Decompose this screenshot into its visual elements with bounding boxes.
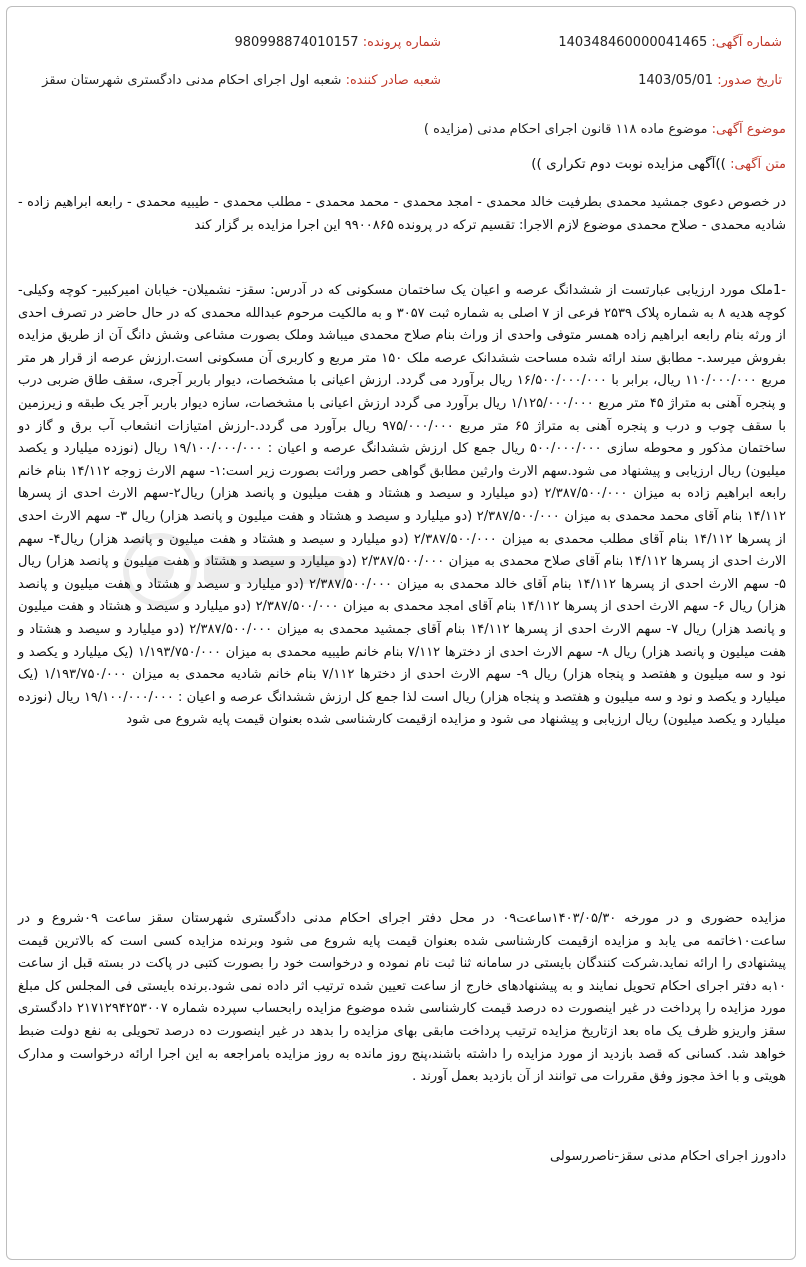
case-number-value: 980998874010157 bbox=[234, 35, 359, 50]
topic-value: موضوع ماده ۱۱۸ قانون اجرای احکام مدنی (مزایده ) bbox=[423, 122, 708, 137]
issue-date-field bbox=[638, 72, 782, 90]
issuer-field bbox=[42, 72, 441, 90]
ad-number-field bbox=[558, 34, 782, 52]
auction-terms-paragraph: مزایده حضوری و در مورخه ۱۴۰۳/۰۵/۳۰ساعت۰۹ در محل دفتر اجرای احکام مدنی دادگستری شهرستان سقز ساعت ۰۹شروع و در ساعت۱۰خاتمه می یابد و مزایده ازقیمت کارشناسی شده بعنوان قیمت پایه شروع می شود وبرنده مزایده کسی است که بالاترین قیمت پیشنهادی را ارائه نماید.شرکت کنندگان بایستی در سامانه ثنا ثبت نام نموده و درخواست خود را بصورت کتبی در پاکت در بسته قبل از ساعت ۱۰به دفتر اجرای احکام تحویل نمایند و به پیشنهادهای خارج از ساعت تعیین شده ترتیب اثر داده نمی شود.برنده بایستی فی المجلس کل مبلغ مورد مزایده را پرداخت در غیر اینصورت ده درصد قیمت کارشناسی شده موضوع مزایده رابحساب سپرده شماره ۲۱۷۱۲۹۴۲۵۳۰۰۷ دادگستری سقز واریزو ظرف یک ماه بعد ازتاریخ مزایده ترتیب پرداخت مابقی بهای مزایده را بدهد در غیر اینصورت ده درصد تحویلی به نفع دولت ضبط خواهد شد. کسانی که قصد بازدید از مورد مزایده را داشته باشند،پنج روز مانده به روز مزایده بامراجعه به این اجرا ارائه درخواست و مدارک هویتی و با اخذ مجوز وفق مقررات می توانند از آن بازدید بعمل آورند . bbox=[18, 911, 787, 1085]
topic-label: موضوع آگهی: bbox=[711, 122, 786, 137]
case-number-field bbox=[234, 34, 441, 52]
ad-number-label: شماره آگهی: bbox=[711, 35, 782, 50]
case-number-label: شماره پرونده: bbox=[362, 35, 441, 50]
issuer-label: شعبه صادر کننده: bbox=[345, 73, 441, 88]
text-label-row bbox=[531, 154, 786, 175]
issue-date-label: تاریخ صدور: bbox=[717, 73, 782, 88]
intro-paragraph: در خصوص دعوی جمشید محمدی بطرفیت خالد محمدی - امجد محمدی - محمد محمدی - مطلب محمدی - طیبیه محمدی - رابعه ابراهیم زاده - شادیه محمدی - صلاح محمدی موضوع لازم الاجرا: تقسیم ترکه در پرونده ۹۹۰۰۸۶۵ این اجرا مزایده بر گزار کند bbox=[18, 195, 786, 233]
announcement-title: ))آگهی مزایده نوبت دوم تکراری )) bbox=[531, 156, 726, 172]
text-label: متن آگهی: bbox=[730, 157, 786, 172]
issue-date-value: 1403/05/01 bbox=[638, 73, 714, 88]
issuer-value: شعبه اول اجرای احکام مدنی دادگستری شهرستان سقز bbox=[42, 73, 342, 88]
signature-line: دادورز اجرای احکام مدنی سقز-ناصررسولی bbox=[549, 1149, 786, 1164]
property-details-paragraph: -1ملک مورد ارزیابی عبارتست از ششدانگ عرصه و اعیان یک ساختمان مسکونی که در آدرس: سقز- نشمیلان- خیابان امیرکبیر- کوچه وکیلی- کوچه هدیه ۸ به شماره پلاک ۲۵۳۹ فرعی از ۷ اصلی به شماره ثبت ۳۰۵۷ و به مالکیت مرحوم عبدالله محمدی که در حال حاضر در تصرف احدی از ورثه بنام رابعه ابراهیم زاده همسر متوفی واحدی از وراث بنام صلاح محمدی میباشد وملک بصورت مشاعی وشش دانگ آن از طریق مزایده بفروش میرسد.- مطابق سند ارائه شده مساحت ششدانک عرصه ملک ۱۵۰ متر مربع و کاربری آن مسکونی است.ارزش عرصه از قرار هر متر مربع ۱۱۰/۰۰۰/۰۰۰ ریال، برابر با ۱۶/۵۰۰/۰۰۰/۰۰۰ ریال برآورد می گردد. ارزش اعیانی با مشخصات، دیوار باربر آجری، سقف طاق ضربی درب و پنجره آهنی به متراژ ۴۵ متر مربع ۱/۱۲۵/۰۰۰/۰۰۰ ریال برآورد می گردد ارزش اعیانی با مشخصات، سازه دیوار باربر آجر یک طبقه و زیرزمین با سقف چوب و درب و پنجره آهنی به متراژ ۶۵ متر مربع ۹۷۵/۰۰۰/۰۰۰ ریال برآورد می گردد.-ارزش امتیازات انشعاب آب برق و گاز دو ساختمان مذکور و محوطه سازی ۵۰۰/۰۰۰/۰۰۰ ریال جمع کل ارزش ششدانگ عرصه و اعیان : ۱۹/۱۰۰/۰۰۰/۰۰۰ ریال (نوزده میلیارد و یکصد میلیون) ریال ارزیابی و پیشنهاد می شود.سهم الارث وارثین مطابق گواهی حصر وراثت بصورت زیر است:۱- سهم الارث زوجه ۱۴/۱۱۲ بنام خانم رابعه ابراهیم زاده به میزان ۲/۳۸۷/۵۰۰/۰۰۰ (دو میلیارد و سیصد و هشتاد و هفت میلیون و پانصد هزار) ریال۲-سهم الارث احدی از پسرها ۱۴/۱۱۲ بنام آقای محمد محمدی به میزان ۲/۳۸۷/۵۰۰/۰۰۰ (دو میلیارد و سیصد و هشتاد و هفت میلیون و پانصد هزار) ریال ۳- سهم الارث احدی از پسرها ۱۴/۱۱۲ بنام آقای مطلب محمدی به میزان ۲/۳۸۷/۵۰۰/۰۰۰ (دو میلیارد و سیصد و هشتاد و هفت میلیون و پانصد هزار) ریال۴- سهم الارث احدی از پسرها ۱۴/۱۱۲ بنام آقای صلاح محمدی به میزان ۲/۳۸۷/۵۰۰/۰۰۰ (دو میلیارد و سیصد و هشتاد و هفت میلیون و پانصد هزار) ریال ۵- سهم الارث احدی از پسرها ۱۴/۱۱۲ بنام آقای خالد محمدی به میزان ۲/۳۸۷/۵۰۰/۰۰۰ (دو میلیارد و سیصد و هشتاد و هفت میلیون و پانصد هزار) ریال ۶- سهم الارث احدی از پسرها ۱۴/۱۱۲ بنام آقای امجد محمدی به میزان ۲/۳۸۷/۵۰۰/۰۰۰ (دو میلیارد و سیصد و هشتاد و هفت میلیون و پانصد هزار) ریال ۷- سهم الارث احدی از پسرها ۱۴/۱۱۲ بنام آقای جمشید محمدی به میزان ۲/۳۸۷/۵۰۰/۰۰۰ (دو میلیارد و سیصد و هشتاد و هفت میلیون و پانصد هزار) ریال ۸- سهم الارث احدی از دخترها ۷/۱۱۲ بنام خانم طیبیه محمدی به میزان ۱/۱۹۳/۷۵۰/۰۰۰ (یک میلیارد و یکصد و نود و سه میلیون و هفتصد و پنجاه هزار) ریال ۹- سهم الارث احدی از دخترها ۷/۱۱۲ بنام خانم شادیه محمدی به میزان ۱/۱۹۳/۷۵۰/۰۰۰ (یک میلیارد و یکصد و نود و سه میلیون و هفتصد و پنجاه هزار) ریال است لذا جمع کل ارزش ششدانگ عرصه و اعیان : ۱۹/۱۰۰/۰۰۰/۰۰۰ ریال (نوزده میلیارد و یکصد میلیون) ریال ارزیابی و پیشنهاد می شود و مزایده ازقیمت کارشناسی شده بعنوان قیمت پایه شروع می شود bbox=[18, 283, 787, 728]
topic-row bbox=[424, 120, 786, 140]
ad-number-value: 140348460000041465 bbox=[558, 35, 708, 50]
